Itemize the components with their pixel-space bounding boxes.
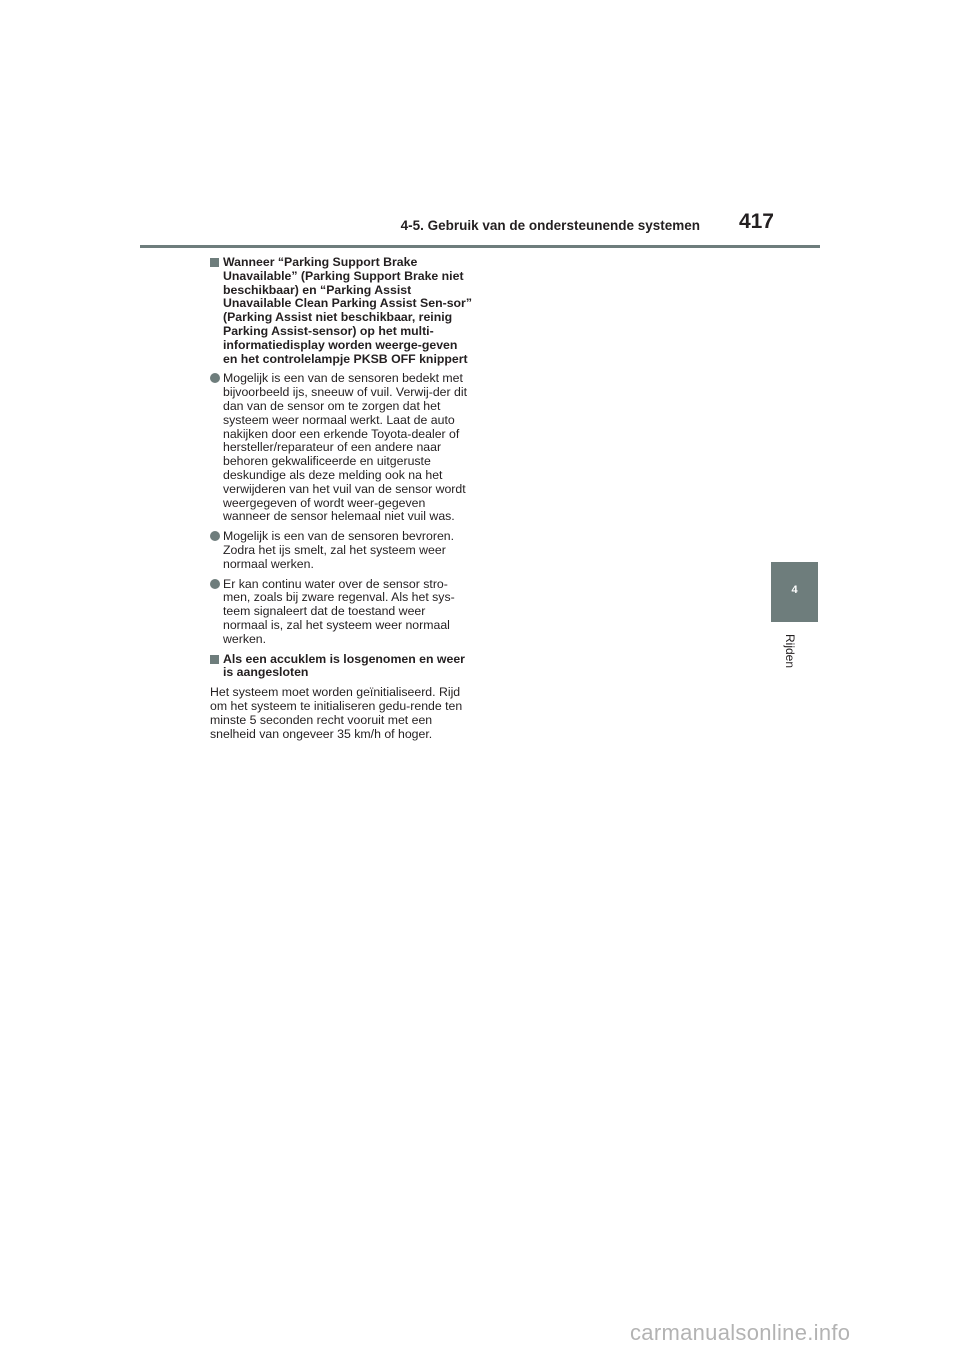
section-title: 4-5. Gebruik van de ondersteunende systemen <box>400 218 700 233</box>
chapter-tab[interactable] <box>771 562 818 622</box>
list-item <box>210 372 472 524</box>
list-item-text: Mogelijk is een van de sensoren bedekt met bijvoorbeeld ijs, sneeuw of vuil. Verwij-der dit dan van de sensor om te zorgen dat het systeem weer normaal werkt. Laat de auto nakijken door een erkende Toyota-dealer of hersteller/reparateur of een andere naar behoren gekwalificeerde en uitgeruste deskundige als deze melding ook na het verwijderen van het vuil van de sensor wordt weergegeven of wordt weer-gegeven wanneer de sensor helemaal niet vuil was. <box>223 371 468 524</box>
list-item <box>210 578 472 647</box>
round-bullet-icon <box>210 579 220 589</box>
page-number: 417 <box>738 210 774 233</box>
heading-battery-terminal: Als een accuklem is losgenomen en weer is aangesloten <box>223 651 465 680</box>
square-bullet-icon <box>210 257 219 267</box>
heading-block <box>210 653 472 681</box>
page-content <box>210 256 472 747</box>
body-paragraph: Het systeem moet worden geïnitialiseerd. Rijd om het systeem te initialiseren gedu-rende ten minste 5 seconden recht vooruit met een snelheid van ongeveer 35 km/h of hoger. <box>210 685 463 741</box>
chapter-number: 4 <box>791 584 798 596</box>
chapter-side-label <box>775 632 815 672</box>
page-header <box>140 212 820 248</box>
list-item-text: Mogelijk is een van de sensoren bevroren. Zodra het ijs smelt, zal het systeem weer normaal werken. <box>223 529 455 571</box>
header-divider <box>140 245 820 248</box>
round-bullet-icon <box>210 373 220 383</box>
round-bullet-icon <box>210 531 220 541</box>
square-bullet-icon <box>210 654 219 664</box>
list-item-text: Er kan continu water over de sensor stro-men, zoals bij zware regenval. Als het sys-teem signaleert dat de toestand weer normaal is, zal het systeem weer normaal werken. <box>223 576 455 646</box>
heading-parking-support-unavailable: Wanneer “Parking Support Brake Unavailable” (Parking Support Brake niet beschikbaar) en “Parking Assist Unavailable Clean Parking Assist Sen-sor” (Parking Assist niet beschikbaar, reinig Parking Assist-sensor) op het multi-informatiedisplay worden weerge-geven en het controlelampje PKSB OFF knippert <box>223 255 472 366</box>
watermark: carmanualsonline.info <box>630 1320 851 1345</box>
chapter-label: Rijden <box>783 634 797 669</box>
list-item <box>210 530 472 571</box>
heading-block <box>210 256 472 366</box>
